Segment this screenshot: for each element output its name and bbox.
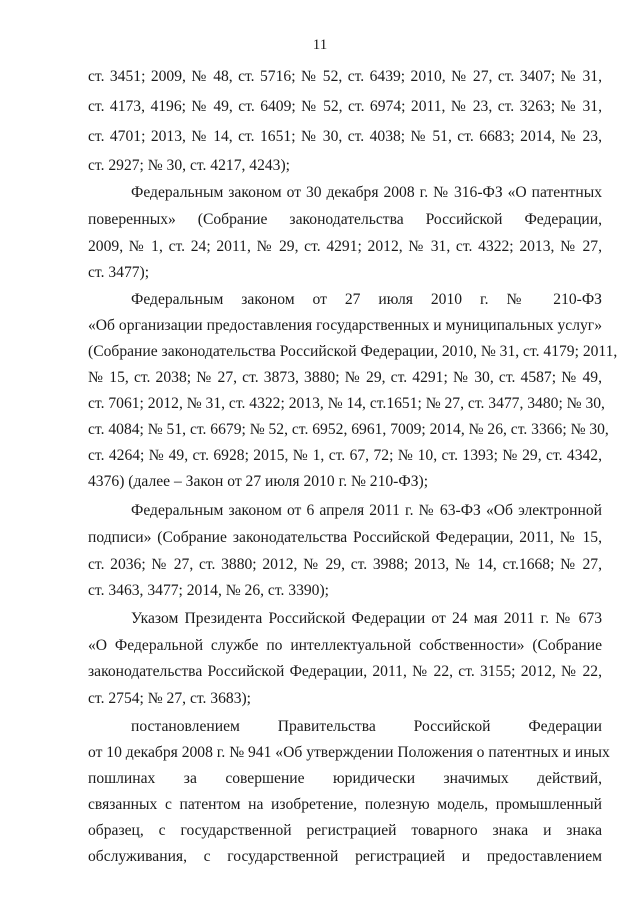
text-line: ст. 2036; № 27, ст. 3880; 2012, № 29, ст. 3988; 2013, № 14, ст.1668; № 27,: [88, 556, 602, 573]
text-line: 2009, № 1, ст. 24; 2011, № 29, ст. 4291; 2012, № 31, ст. 4322; 2013, № 27,: [88, 238, 602, 255]
text-line: «О Федеральной службе по интеллектуальной собственности» (Собрание: [88, 637, 602, 654]
text-line: ст. 2927; № 30, ст. 4217, 4243);: [88, 157, 291, 174]
text-line: «Об организации предоставления государственных и муниципальных услуг»: [88, 317, 602, 334]
text-line: (Собрание законодательства Российской Федерации, 2010, № 31, ст. 4179; 2011,: [88, 343, 618, 360]
text-line: постановлением Правительства Российской Федерации: [131, 718, 602, 735]
text-line: образец, с государственной регистрацией товарного знака и знака: [88, 822, 602, 839]
text-line: 4376) (далее – Закон от 27 июля 2010 г. № 210-ФЗ);: [88, 473, 429, 490]
text-line: Федеральным законом от 27 июля 2010 г. № 210-ФЗ: [131, 291, 602, 308]
text-line: № 15, ст. 2038; № 27, ст. 3873, 3880; № 29, ст. 4291; № 30, ст. 4587; № 49,: [88, 369, 602, 386]
text-line: ст. 4173, 4196; № 49, ст. 6409; № 52, ст. 6974; 2011, № 23, ст. 3263; № 31,: [88, 98, 602, 115]
text-line: Федеральным законом от 6 апреля 2011 г. № 63-ФЗ «Об электронной: [131, 502, 602, 519]
text-line: ст. 4084; № 51, ст. 6679; № 52, ст. 6952, 6961, 7009; 2014, № 26, ст. 3366; № 30,: [88, 421, 609, 438]
text-line: ст. 2754; № 27, ст. 3683);: [88, 690, 252, 707]
text-line: от 10 декабря 2008 г. № 941 «Об утверждении Положения о патентных и иных: [88, 744, 610, 761]
text-line: ст. 3451; 2009, № 48, ст. 5716; № 52, ст. 6439; 2010, № 27, ст. 3407; № 31,: [88, 68, 602, 85]
text-line: ст. 4701; 2013, № 14, ст. 1651; № 30, ст. 4038; № 51, ст. 6683; 2014, № 23,: [88, 128, 602, 145]
text-line: ст. 3477);: [88, 264, 150, 281]
text-line: ст. 7061; 2012, № 31, ст. 4322; 2013, № 14, ст.1651; № 27, ст. 3477, 3480; № 30,: [88, 395, 605, 412]
text-line: Указом Президента Российской Федерации от 24 мая 2011 г. № 673: [131, 610, 602, 627]
text-line: ст. 4264; № 49, ст. 6928; 2015, № 1, ст. 67, 72; № 10, ст. 1393; № 29, ст. 4342,: [88, 447, 602, 464]
text-line: Федеральным законом от 30 декабря 2008 г. № 316-ФЗ «О патентных: [131, 184, 602, 201]
text-line: подписи» (Собрание законодательства Российской Федерации, 2011, № 15,: [88, 529, 602, 546]
text-line: обслуживания, с государственной регистрацией и предоставлением: [88, 848, 602, 865]
text-line: поверенных» (Собрание законодательства Российской Федерации,: [88, 211, 602, 228]
text-line: пошлинах за совершение юридически значимых действий,: [88, 770, 602, 787]
text-line: связанных с патентом на изобретение, полезную модель, промышленный: [88, 796, 602, 813]
text-line: ст. 3463, 3477; 2014, № 26, ст. 3390);: [88, 582, 329, 599]
text-line: законодательства Российской Федерации, 2011, № 22, ст. 3155; 2012, № 22,: [88, 663, 602, 680]
page-number: 11: [312, 37, 328, 53]
